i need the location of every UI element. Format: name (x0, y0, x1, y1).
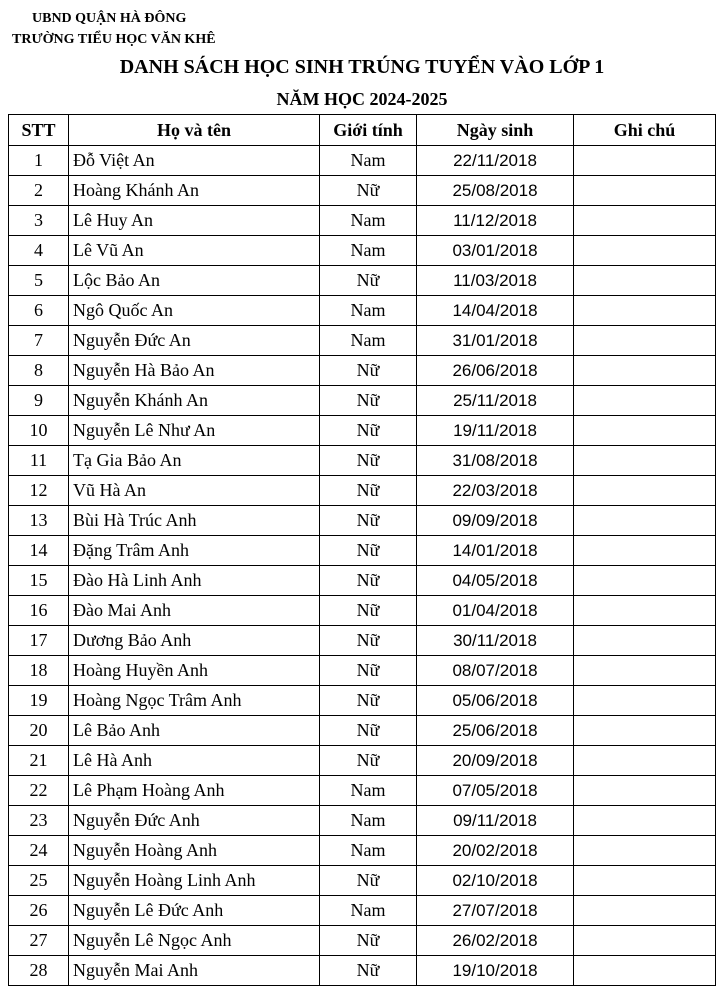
cell-dob: 19/10/2018 (417, 956, 574, 986)
cell-dob: 02/10/2018 (417, 866, 574, 896)
cell-note (574, 896, 716, 926)
cell-note (574, 446, 716, 476)
column-header-note: Ghi chú (574, 115, 716, 146)
cell-note (574, 356, 716, 386)
table-row (9, 536, 716, 566)
cell-stt: 16 (9, 596, 69, 626)
cell-note (574, 776, 716, 806)
table-row (9, 596, 716, 626)
cell-note (574, 716, 716, 746)
cell-name: Dương Bảo Anh (69, 626, 320, 656)
cell-note (574, 746, 716, 776)
document-title: DANH SÁCH HỌC SINH TRÚNG TUYỂN VÀO LỚP 1 (119, 56, 605, 78)
cell-note (574, 596, 716, 626)
cell-stt: 27 (9, 926, 69, 956)
cell-note (574, 836, 716, 866)
cell-dob: 14/01/2018 (417, 536, 574, 566)
cell-dob: 03/01/2018 (417, 236, 574, 266)
cell-note (574, 626, 716, 656)
cell-stt: 17 (9, 626, 69, 656)
cell-stt: 20 (9, 716, 69, 746)
table-row (9, 626, 716, 656)
column-header-stt: STT (9, 115, 69, 146)
cell-name: Lê Vũ An (69, 236, 320, 266)
cell-name: Nguyễn Hoàng Anh (69, 836, 320, 866)
cell-name: Nguyễn Đức An (69, 326, 320, 356)
cell-stt: 24 (9, 836, 69, 866)
cell-dob: 25/06/2018 (417, 716, 574, 746)
cell-stt: 12 (9, 476, 69, 506)
cell-name: Nguyễn Đức Anh (69, 806, 320, 836)
cell-gender: Nữ (320, 176, 417, 206)
cell-name: Đặng Trâm Anh (69, 536, 320, 566)
cell-stt: 2 (9, 176, 69, 206)
cell-gender: Nam (320, 776, 417, 806)
table-row (9, 176, 716, 206)
table-row (9, 806, 716, 836)
column-header-gender: Giới tính (320, 115, 417, 146)
cell-stt: 3 (9, 206, 69, 236)
cell-dob: 20/09/2018 (417, 746, 574, 776)
cell-gender: Nữ (320, 956, 417, 986)
cell-dob: 20/02/2018 (417, 836, 574, 866)
cell-gender: Nữ (320, 416, 417, 446)
cell-name: Lộc Bảo An (69, 266, 320, 296)
column-header-dob: Ngày sinh (417, 115, 574, 146)
table-row (9, 686, 716, 716)
table-row (9, 146, 716, 176)
table-row (9, 476, 716, 506)
cell-note (574, 506, 716, 536)
table-row (9, 206, 716, 236)
cell-dob: 22/11/2018 (417, 146, 574, 176)
cell-note (574, 566, 716, 596)
cell-dob: 05/06/2018 (417, 686, 574, 716)
cell-gender: Nữ (320, 656, 417, 686)
cell-note (574, 266, 716, 296)
cell-name: Ngô Quốc An (69, 296, 320, 326)
cell-gender: Nữ (320, 866, 417, 896)
cell-stt: 7 (9, 326, 69, 356)
cell-name: Nguyễn Lê Như An (69, 416, 320, 446)
cell-name: Hoàng Khánh An (69, 176, 320, 206)
cell-name: Đào Mai Anh (69, 596, 320, 626)
cell-gender: Nữ (320, 446, 417, 476)
cell-stt: 22 (9, 776, 69, 806)
cell-dob: 30/11/2018 (417, 626, 574, 656)
cell-note (574, 326, 716, 356)
cell-gender: Nữ (320, 536, 417, 566)
cell-gender: Nam (320, 806, 417, 836)
cell-stt: 1 (9, 146, 69, 176)
cell-dob: 11/12/2018 (417, 206, 574, 236)
cell-gender: Nữ (320, 566, 417, 596)
cell-name: Nguyễn Hoàng Linh Anh (69, 866, 320, 896)
cell-stt: 19 (9, 686, 69, 716)
table-row (9, 416, 716, 446)
table-row (9, 386, 716, 416)
table-row (9, 446, 716, 476)
cell-gender: Nam (320, 236, 417, 266)
cell-stt: 10 (9, 416, 69, 446)
cell-dob: 25/08/2018 (417, 176, 574, 206)
cell-stt: 9 (9, 386, 69, 416)
cell-stt: 4 (9, 236, 69, 266)
cell-gender: Nam (320, 296, 417, 326)
cell-gender: Nữ (320, 386, 417, 416)
cell-dob: 01/04/2018 (417, 596, 574, 626)
cell-gender: Nữ (320, 266, 417, 296)
cell-dob: 27/07/2018 (417, 896, 574, 926)
cell-gender: Nữ (320, 716, 417, 746)
table-row (9, 746, 716, 776)
cell-name: Lê Hà Anh (69, 746, 320, 776)
table-row (9, 356, 716, 386)
cell-dob: 04/05/2018 (417, 566, 574, 596)
cell-gender: Nữ (320, 926, 417, 956)
cell-gender: Nữ (320, 686, 417, 716)
cell-dob: 19/11/2018 (417, 416, 574, 446)
table-row (9, 776, 716, 806)
table-row (9, 956, 716, 986)
cell-note (574, 656, 716, 686)
table-row (9, 296, 716, 326)
table-row (9, 836, 716, 866)
school-year: NĂM HỌC 2024-2025 (276, 89, 448, 109)
cell-dob: 07/05/2018 (417, 776, 574, 806)
cell-gender: Nữ (320, 356, 417, 386)
cell-gender: Nam (320, 326, 417, 356)
student-table (8, 114, 716, 986)
cell-stt: 15 (9, 566, 69, 596)
cell-gender: Nam (320, 896, 417, 926)
cell-note (574, 236, 716, 266)
table-header-row (9, 115, 716, 146)
cell-stt: 5 (9, 266, 69, 296)
cell-note (574, 686, 716, 716)
cell-dob: 31/01/2018 (417, 326, 574, 356)
cell-dob: 25/11/2018 (417, 386, 574, 416)
cell-dob: 14/04/2018 (417, 296, 574, 326)
cell-gender: Nam (320, 836, 417, 866)
cell-note (574, 146, 716, 176)
cell-gender: Nữ (320, 746, 417, 776)
cell-dob: 08/07/2018 (417, 656, 574, 686)
cell-dob: 26/02/2018 (417, 926, 574, 956)
cell-note (574, 806, 716, 836)
table-row (9, 236, 716, 266)
table-row (9, 566, 716, 596)
cell-stt: 6 (9, 296, 69, 326)
cell-stt: 13 (9, 506, 69, 536)
cell-note (574, 536, 716, 566)
cell-note (574, 926, 716, 956)
cell-stt: 11 (9, 446, 69, 476)
cell-stt: 26 (9, 896, 69, 926)
cell-stt: 18 (9, 656, 69, 686)
cell-stt: 23 (9, 806, 69, 836)
cell-name: Tạ Gia Bảo An (69, 446, 320, 476)
table-row (9, 716, 716, 746)
cell-dob: 22/03/2018 (417, 476, 574, 506)
cell-dob: 09/09/2018 (417, 506, 574, 536)
cell-name: Lê Phạm Hoàng Anh (69, 776, 320, 806)
table-row (9, 326, 716, 356)
cell-name: Nguyễn Mai Anh (69, 956, 320, 986)
cell-gender: Nữ (320, 506, 417, 536)
cell-note (574, 416, 716, 446)
table-row (9, 926, 716, 956)
cell-name: Lê Huy An (69, 206, 320, 236)
cell-name: Nguyễn Hà Bảo An (69, 356, 320, 386)
org-department: UBND QUẬN HÀ ĐÔNG (32, 11, 187, 26)
cell-stt: 8 (9, 356, 69, 386)
cell-note (574, 956, 716, 986)
cell-note (574, 176, 716, 206)
cell-name: Đào Hà Linh Anh (69, 566, 320, 596)
cell-dob: 26/06/2018 (417, 356, 574, 386)
cell-note (574, 866, 716, 896)
cell-name: Lê Bảo Anh (69, 716, 320, 746)
cell-gender: Nữ (320, 626, 417, 656)
cell-stt: 25 (9, 866, 69, 896)
cell-name: Đỗ Việt An (69, 146, 320, 176)
table-row (9, 506, 716, 536)
cell-dob: 31/08/2018 (417, 446, 574, 476)
cell-name: Nguyễn Lê Ngọc Anh (69, 926, 320, 956)
cell-note (574, 206, 716, 236)
cell-stt: 14 (9, 536, 69, 566)
cell-note (574, 476, 716, 506)
cell-gender: Nam (320, 206, 417, 236)
cell-name: Vũ Hà An (69, 476, 320, 506)
cell-gender: Nữ (320, 596, 417, 626)
cell-note (574, 386, 716, 416)
cell-dob: 09/11/2018 (417, 806, 574, 836)
table-row (9, 266, 716, 296)
cell-name: Bùi Hà Trúc Anh (69, 506, 320, 536)
cell-stt: 28 (9, 956, 69, 986)
table-row (9, 896, 716, 926)
cell-gender: Nữ (320, 476, 417, 506)
cell-name: Nguyễn Lê Đức Anh (69, 896, 320, 926)
column-header-name: Họ và tên (69, 115, 320, 146)
cell-name: Nguyễn Khánh An (69, 386, 320, 416)
org-school: TRƯỜNG TIỂU HỌC VĂN KHÊ (12, 32, 216, 47)
cell-name: Hoàng Huyền Anh (69, 656, 320, 686)
cell-stt: 21 (9, 746, 69, 776)
table-row (9, 656, 716, 686)
cell-note (574, 296, 716, 326)
cell-gender: Nam (320, 146, 417, 176)
cell-dob: 11/03/2018 (417, 266, 574, 296)
table-row (9, 866, 716, 896)
cell-name: Hoàng Ngọc Trâm Anh (69, 686, 320, 716)
